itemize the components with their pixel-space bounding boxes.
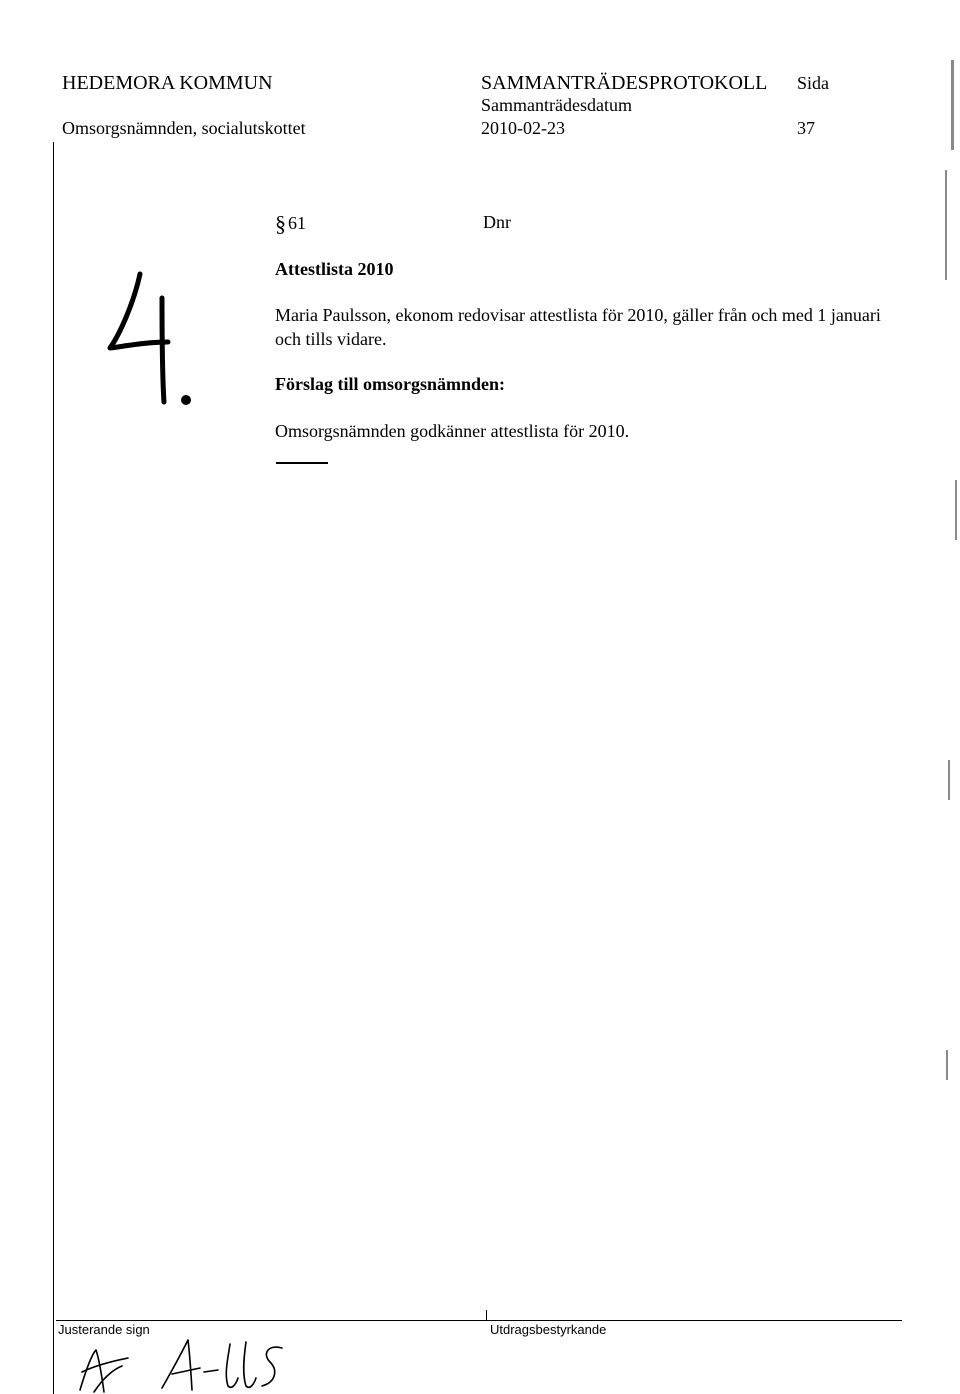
scan-artifact [945, 170, 947, 280]
decision-text: Omsorgsnämnden godkänner attestlista för 2010. [275, 421, 630, 441]
scan-artifact [955, 480, 957, 540]
footer-divider [486, 1310, 487, 1320]
footer-rule [56, 1320, 902, 1321]
page-label: Sida [797, 73, 830, 93]
meeting-date-label: Sammanträdesdatum [481, 95, 632, 115]
meeting-date: 2010-02-23 [481, 118, 565, 138]
section-end-line [276, 462, 328, 464]
document-type: SAMMANTRÄDESPROTOKOLL [481, 72, 768, 94]
scan-artifact [946, 1050, 948, 1080]
page-number: 37 [797, 118, 815, 138]
left-margin-rule [53, 142, 54, 1394]
item-title: Attestlista 2010 [275, 259, 394, 279]
item-body-text: Maria Paulsson, ekonom redovisar attestlista för 2010, gäller från och med 1 januari och tills vidare. [275, 305, 881, 349]
signature-mark-2 [158, 1334, 288, 1394]
sign-label: Justerande sign [58, 1322, 150, 1337]
paragraph-reference [275, 211, 306, 237]
paragraph-number: 61 [288, 213, 306, 233]
department-name: Omsorgsnämnden, socialutskottet [62, 118, 306, 138]
scan-artifact [951, 60, 954, 150]
paragraph-symbol: § [275, 211, 286, 236]
signature-mark-1 [72, 1340, 142, 1394]
scan-artifact [948, 760, 950, 800]
dnr-label: Dnr [483, 212, 511, 232]
proposal-heading: Förslag till omsorgsnämnden: [275, 374, 506, 394]
organization-name: HEDEMORA KOMMUN [62, 72, 273, 94]
extract-label: Utdragsbestyrkande [490, 1322, 607, 1337]
handwritten-number-4-mark [96, 262, 206, 412]
